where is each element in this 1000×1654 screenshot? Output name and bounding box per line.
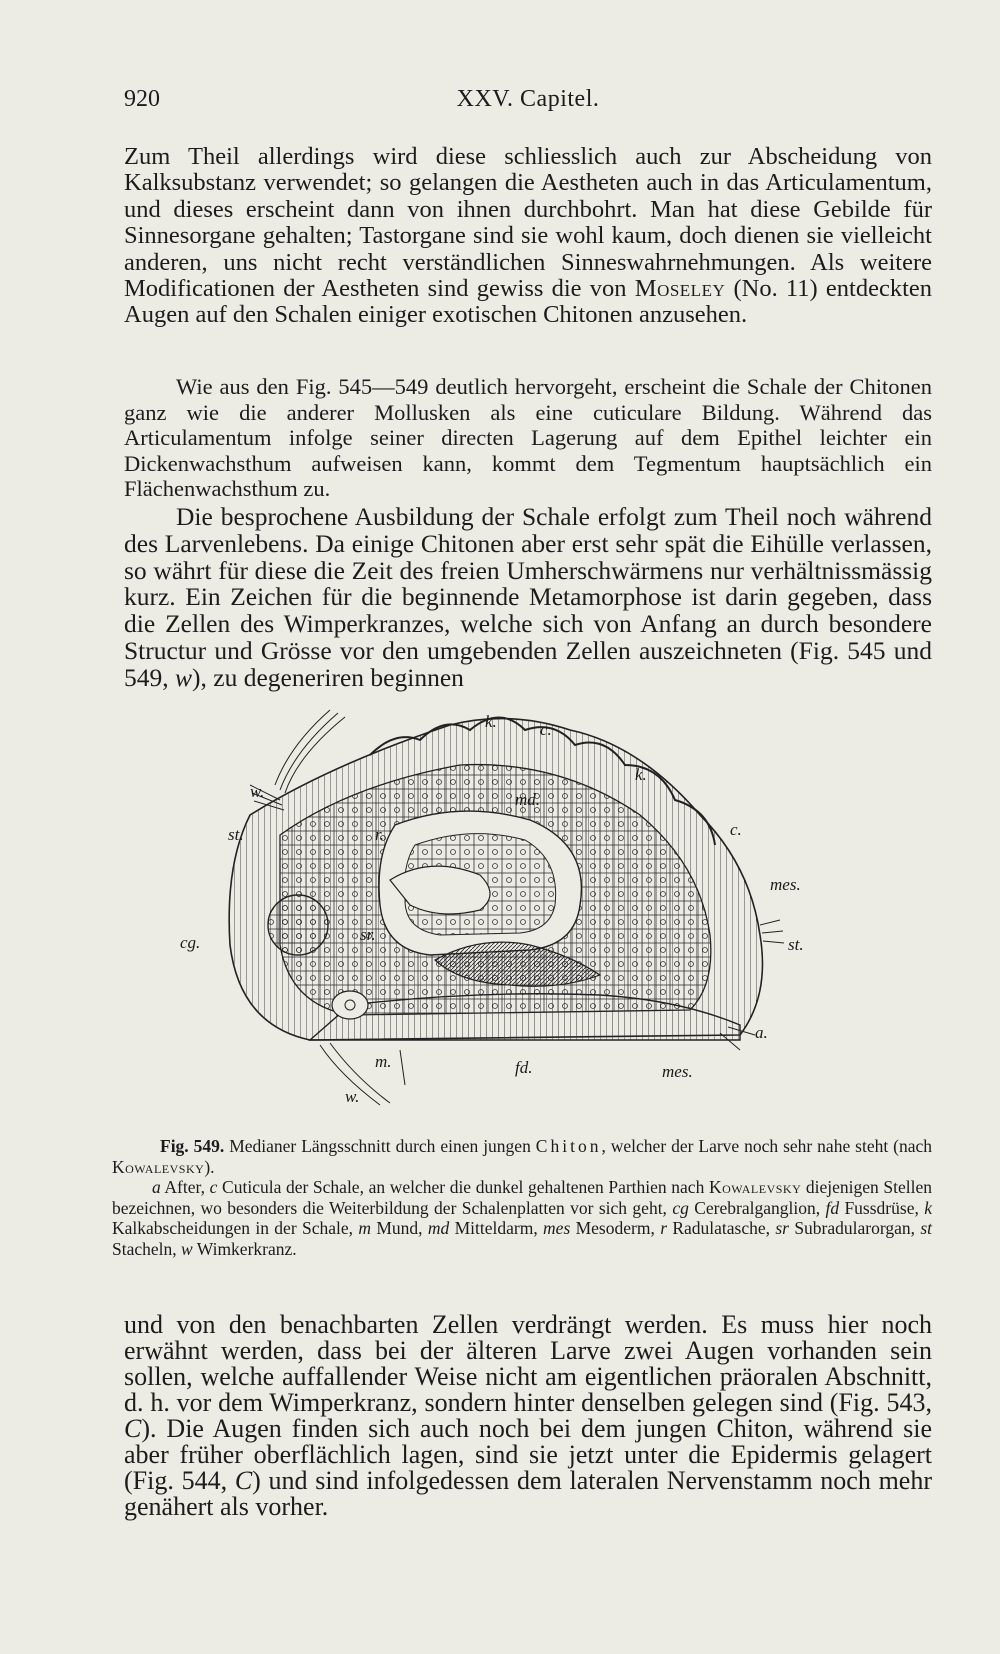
caption-title-before: Medianer Längsschnitt durch einen jungen (229, 1136, 531, 1156)
legend-text: Mund, (376, 1218, 423, 1239)
label-fd: fd. (515, 1058, 533, 1077)
legend-abbr: md (427, 1218, 450, 1239)
label-mes1: mes. (770, 875, 801, 894)
label-w1: w. (250, 782, 265, 801)
legend-text: Kalkabscheidungen in der Schale, (112, 1218, 353, 1239)
legend-abbr: cg (672, 1197, 689, 1218)
figure-549-illustration (180, 705, 870, 1125)
legend-text: Wimkerkranz. (196, 1238, 297, 1259)
paragraph-1 (124, 144, 932, 329)
legend-abbr: fd (825, 1197, 840, 1218)
legend-text: Radulatasche, (672, 1218, 771, 1239)
legend-abbr: m (358, 1218, 371, 1239)
legend-text: diejenigen Stellen bezeichnen, wo besonders die Weiterbildung der Schalenplatten vor sich geht, (112, 1177, 933, 1218)
caption-legend (112, 1177, 932, 1259)
label-st2: st. (788, 935, 804, 954)
paragraph-4-text: und von den benachbarten Zellen verdrängt werden. Es muss hier noch erwähnt werden, dass bei der älteren Larve zwei Augen vorhanden sein sollen, welche auffallender Weise nicht am eigentlichen präoralen Abschnitt, d. h. vor dem Wimperkranz, sondern hinter denselben gelegen sind (Fig. 543, (124, 1310, 932, 1417)
caption-fig-label: Fig. 549. (160, 1136, 225, 1156)
legend-text: Fussdrüse, (844, 1197, 919, 1218)
legend-abbr: c (209, 1177, 218, 1198)
chiton-section-drawing (180, 705, 870, 1125)
paragraph-2-text: Wie aus den Fig. 545—549 deutlich hervorgeht, erscheint die Schale der Chitonen ganz wie die anderer Mollusken als eine cuticulare Bildung. Während das Articulamentum infolge seiner directen Lagerung auf dem Epithel leichter ein Dickenwachsthum aufweisen kann, kommt dem Tegmentum hauptsächlich ein Flächenwachsthum zu. (124, 374, 932, 502)
legend-text: Mesoderm, (575, 1218, 655, 1239)
paragraph-4 (124, 1312, 932, 1520)
page-header (124, 86, 932, 126)
paragraph-4-text-mid: ). Die Augen finden sich auch noch bei dem jungen Chiton, während sie aber früher oberflächlich lagen, sind sie jetzt unter die Epidermis gelagert (Fig. 544, (124, 1414, 932, 1495)
legend-text: Cuticula der Schale, an welcher die dunkel gehaltenen Parthien nach (222, 1177, 705, 1198)
italic-ref-w: w (175, 662, 193, 692)
label-cg: cg. (180, 933, 201, 952)
legend-text: Cerebralganglion, (694, 1197, 821, 1218)
paragraph-1-text-after: (No. 11) entdeckten Augen auf den Schalen einiger exotischen Chitonen anzusehen. (124, 275, 933, 329)
page-number: 920 (124, 86, 160, 112)
label-sr: sr. (360, 925, 376, 944)
legend-text: Subradularorgan, (794, 1218, 916, 1239)
legend-text: Mitteldarm, (454, 1218, 538, 1239)
label-c1: c. (540, 720, 552, 739)
label-mes2: mes. (662, 1062, 693, 1081)
legend-abbr: w (181, 1238, 193, 1259)
label-st1: st. (228, 825, 244, 844)
paragraph-4-ref2: C (234, 1466, 253, 1495)
legend-abbr: mes (543, 1218, 571, 1239)
paragraph-3-text: Die besprochene Ausbildung der Schale erfolgt zum Theil noch während des Larvenlebens. Da einige Chitonen aber erst sehr spät die Eihülle verlassen, so währt für diese die Zeit des freien Umherschwärmens nur verhältnissmässig kurz. Ein Zeichen für die beginnende Metamorphose ist darin gegeben, dass die Zellen des Wimperkranzes, welche sich von Anfang an durch besondere Structur und Grösse vor den umgebenden Zellen auszeichneten (Fig. 545 und 549, (124, 502, 932, 692)
figure-caption (112, 1136, 932, 1260)
legend-abbr: sr (775, 1218, 789, 1239)
paragraph-4-ref1: C (124, 1414, 142, 1443)
paragraph-3-text-after: ), zu degeneriren beginnen (192, 662, 464, 692)
label-a: a. (755, 1023, 768, 1042)
paragraph-4-text-after: ) und sind infolgedessen dem lateralen Nervenstamm noch mehr genähert als vorher. (124, 1466, 933, 1521)
legend-abbr: a (152, 1177, 161, 1198)
legend-author: Kowalevsky (708, 1177, 802, 1198)
author-moseley: Moseley (634, 275, 726, 303)
caption-title-after: , welcher der Larve noch sehr nahe steht (nach (601, 1136, 933, 1156)
legend-abbr: st (920, 1218, 933, 1239)
caption-title-end: ). (204, 1156, 215, 1177)
legend-text: After, (164, 1177, 206, 1198)
label-c2: c. (730, 820, 742, 839)
label-m: m. (375, 1052, 392, 1071)
paragraph-2 (124, 374, 932, 502)
caption-author: Kowalevsky (112, 1156, 205, 1177)
label-k1: k. (485, 712, 497, 731)
paragraph-1-text: Zum Theil allerdings wird diese schliesslich auch zur Abscheidung von Kalksubstanz verwendet; so gelangen die Aestheten auch in das Articulamentum, und dieses erscheint dann von ihnen durchbohrt. Man hat diese Gebilde für Sinnesorgane gehalten; Tastorgane sind sie wohl kaum, doch dienen sie vielleicht anderen, uns nicht recht verständlichen Sinneswahrnehmungen. Als weitere Modificationen der Aestheten sind gewiss die von (124, 143, 932, 303)
paragraph-3 (124, 504, 932, 692)
legend-text: Stacheln, (112, 1238, 177, 1259)
label-r: r. (375, 825, 384, 844)
legend-abbr: k (924, 1197, 932, 1218)
caption-genus: Chiton (535, 1136, 602, 1156)
label-w2: w. (345, 1087, 360, 1106)
chapter-title: XXV. Capitel. (456, 86, 600, 112)
label-k2: k. (635, 765, 647, 784)
label-md: md. (515, 790, 541, 809)
legend-abbr: r (660, 1218, 667, 1239)
